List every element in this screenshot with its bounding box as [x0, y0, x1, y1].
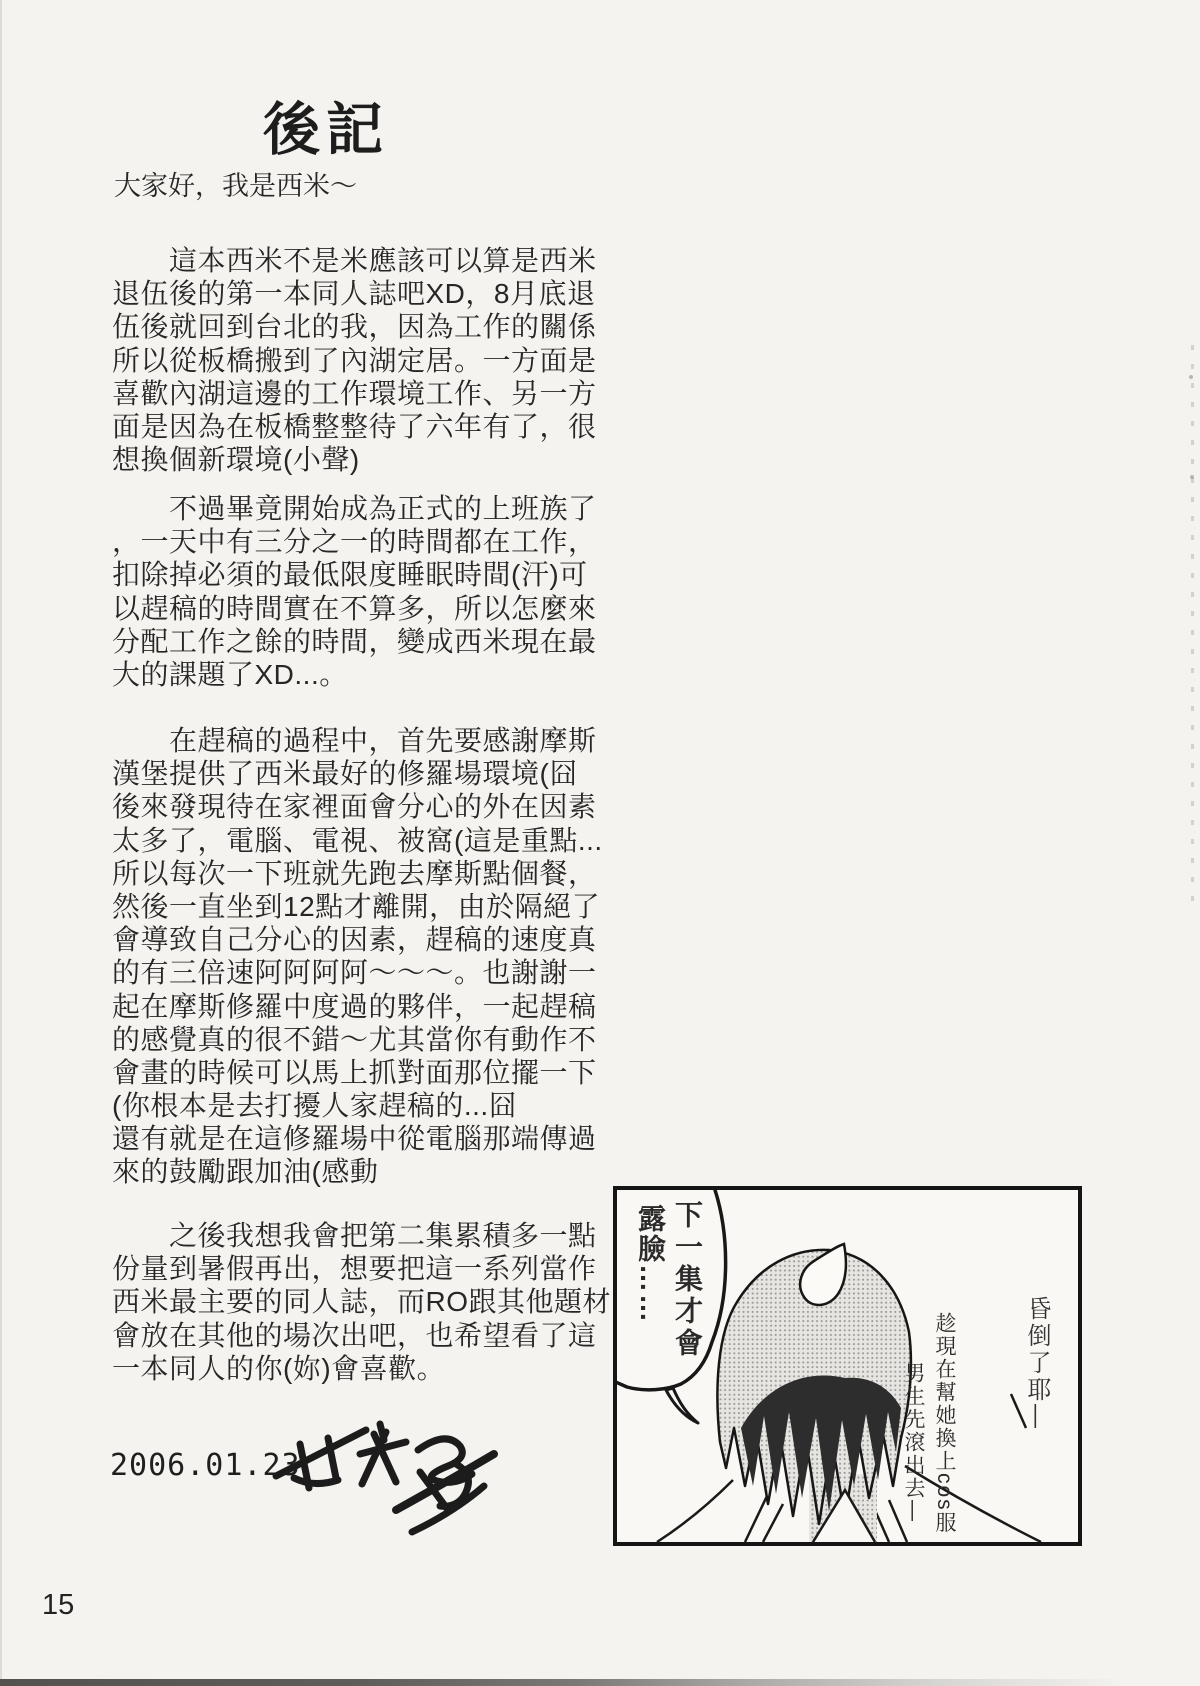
text-line: 起在摩斯修羅中度過的夥伴，一起趕稿 — [112, 990, 597, 1022]
scan-left-edge — [0, 0, 2, 1686]
text-line: 還有就是在這修羅場中從電腦那端傳過 — [112, 1123, 597, 1155]
text-line: 來的鼓勵跟加油(感動 — [112, 1156, 379, 1188]
paragraph-1 — [112, 244, 612, 476]
text-line: 會放在其他的場次出吧，也希望看了這 — [112, 1319, 597, 1351]
text-line: ，一天中有三分之一的時間都在工作， — [112, 526, 597, 558]
text-line: 之後我想我會把第二集累積多一點 — [112, 1220, 597, 1251]
text-line: 西米最主要的同人誌，而RO跟其他題材 — [112, 1286, 612, 1318]
speech-line2: 男生先滾出去— — [902, 1362, 925, 1523]
paragraph-3 — [112, 724, 612, 1189]
text-line: 所以每次一下班就先跑去摩斯點個餐， — [112, 857, 597, 889]
text-line: 的感覺真的很不錯～尤其當你有動作不 — [112, 1023, 597, 1055]
text-line: 漢堡提供了西米最好的修羅場環境(囧 — [112, 758, 578, 790]
bubble-text-col1: 下一集才會 — [672, 1200, 703, 1360]
speech-faint: 昏倒了耶— — [1023, 1296, 1050, 1431]
paragraph-4 — [112, 1219, 612, 1385]
text-line: 喜歡內湖這邊的工作環境工作、另一方 — [112, 377, 597, 409]
text-line: 分配工作之餘的時間，變成西米現在最 — [112, 625, 597, 657]
text-line: 大的課題了XD...。 — [112, 658, 348, 690]
text-line: 想換個新環境(小聲) — [112, 444, 360, 476]
scan-speck — [1190, 475, 1194, 479]
text-line: 一本同人的你(妳)會喜歡。 — [112, 1352, 446, 1384]
text-line: 然後一直坐到12點才離開，由於隔絕了 — [112, 890, 601, 922]
text-line: 會導致自己分心的因素，趕稿的速度真 — [112, 924, 597, 956]
text-line: 這本西米不是米應該可以算是西米 — [112, 245, 597, 276]
bubble-text-col2: 露臉…… — [635, 1204, 666, 1324]
text-line: (你根本是去打擾人家趕稿的...囧 — [112, 1090, 518, 1122]
page-title: 後記 — [263, 96, 389, 163]
text-line: 退伍後的第一本同人誌吧XD，8月底退 — [112, 278, 596, 310]
signature-handwriting — [268, 1412, 503, 1567]
text-line: 太多了，電腦、電視、被窩(這是重點... — [112, 824, 603, 856]
scan-speck — [1189, 375, 1193, 379]
text-line: 的有三倍速阿阿阿阿～～～。也謝謝一 — [112, 957, 597, 989]
text-line: 在趕稿的過程中，首先要感謝摩斯 — [112, 725, 597, 756]
speech-line1: 趁現在幫她換上cos服 — [933, 1312, 956, 1535]
text-line: 面是因為在板橋整整待了六年有了，很 — [112, 410, 597, 442]
date-text: 2006.01.23 — [110, 1448, 301, 1483]
scan-bottom-edge — [0, 1679, 1200, 1686]
text-line: 扣除掉必須的最低限度睡眠時間(汗)可 — [112, 559, 588, 591]
text-line: 份量到暑假再出，想要把這一系列當作 — [112, 1253, 597, 1285]
text-line: 伍後就回到台北的我，因為工作的關係 — [112, 311, 597, 343]
text-line: 不過畢竟開始成為正式的上班族了 — [112, 493, 597, 524]
comic-panel — [613, 1186, 1082, 1546]
greeting-line: 大家好，我是西米～ — [114, 171, 357, 201]
text-line: 以趕稿的時間實在不算多，所以怎麼來 — [112, 592, 597, 624]
paragraph-2 — [112, 492, 612, 691]
text-line: 所以從板橋搬到了內湖定居。一方面是 — [112, 344, 597, 376]
scan-bleed-dots — [1191, 345, 1194, 905]
text-line: 會畫的時候可以馬上抓對面那位擺一下 — [112, 1056, 597, 1088]
page-number: 15 — [42, 1589, 75, 1621]
text-line: 後來發現待在家裡面會分心的外在因素 — [112, 791, 597, 823]
